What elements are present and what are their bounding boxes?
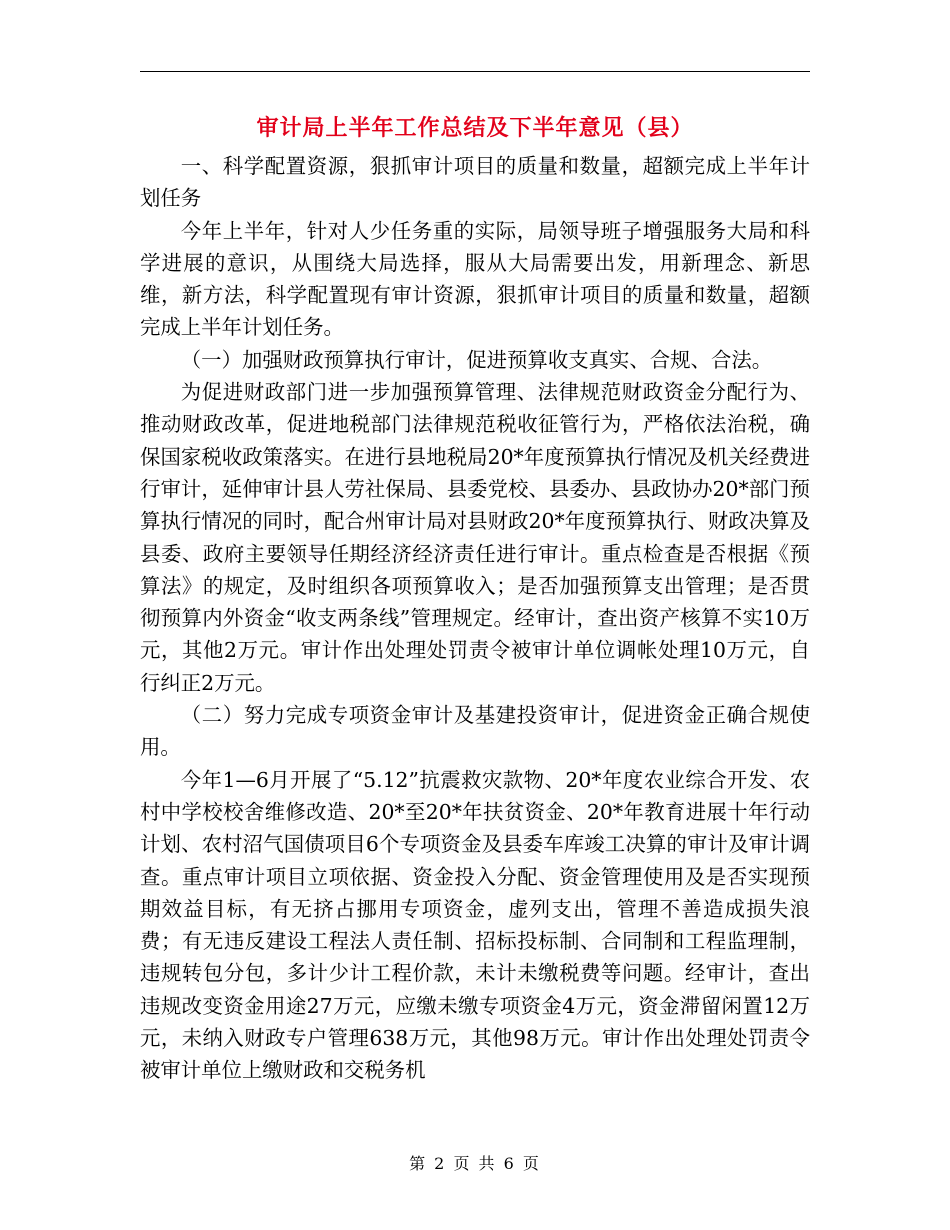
section-heading-1: 一、科学配置资源，狠抓审计项目的质量和数量，超额完成上半年计划任务 <box>140 154 810 211</box>
paragraph-special-funds-audit: 今年1—6月开展了“5.12”抗震救灾款物、20*年度农业综合开发、农村中学校校舍维修改造、20*至20*年扶贫资金、20*年教育进展十年行动计划、农村沼气国债项目6个专项资金及县委车库竣工决算的审计及审计调查。重点审计项目立项依据、资金投入分配、资金管理使用及是否实现预期效益目标，有无挤占挪用专项资金，虚列支出，管理不善造成损失浪费；有无违反建设工程法人责任制、招标投标制、合同制和工程监理制，违规转包分包，多计少计工程价款，未计未缴税费等问题。经审计，查出违规改变资金用途27万元，应缴未缴专项资金4万元，资金滞留闲置12万元，未纳入财政专户管理638万元，其他98万元。审计作出处理处罚责令被审计单位上缴财政和交税务机 <box>140 767 810 1083</box>
subsection-heading-2: （二）努力完成专项资金审计及基建投资审计，促进资金正确合规使用。 <box>140 703 810 760</box>
paragraph-budget-audit: 为促进财政部门进一步加强预算管理、法律规范财政资金分配行为、推动财政改革，促进地税部门法律规范税收征管行为，严格依法治税，确保国家税收政策落实。在进行县地税局20*年度预算执行情况及机关经费进行审计，延伸审计县人劳社保局、县委党校、县委办、县政协办20*部门预算执行情况的同时，配合州审计局对县财政20*年度预算执行、财政决算及县委、政府主要领导任期经济经济责任进行审计。重点检查是否根据《预算法》的规定，及时组织各项预算收入；是否加强预算支出管理；是否贯彻预算内外资金“收支两条线”管理规定。经审计，查出资产核算不实10万元，其他2万元。审计作出处理处罚责令被审计单位调帐处理10万元，自行纠正2万元。 <box>140 380 810 695</box>
document-body <box>140 150 810 1087</box>
paragraph-intro: 今年上半年，针对人少任务重的实际，局领导班子增强服务大局和科学进展的意识，从围绕大局选择，服从大局需要出发，用新理念、新思维，新方法，科学配置现有审计资源，狠抓审计项目的质量和数量，超额完成上半年计划任务。 <box>140 218 810 340</box>
document-title: 审计局上半年工作总结及下半年意见（县） <box>256 115 694 141</box>
header-rule <box>140 71 810 72</box>
subsection-heading-1: （一）加强财政预算执行审计，促进预算收支真实、合规、合法。 <box>180 347 773 372</box>
page-number-footer: 第 2 页 共 6 页 <box>409 1154 541 1173</box>
